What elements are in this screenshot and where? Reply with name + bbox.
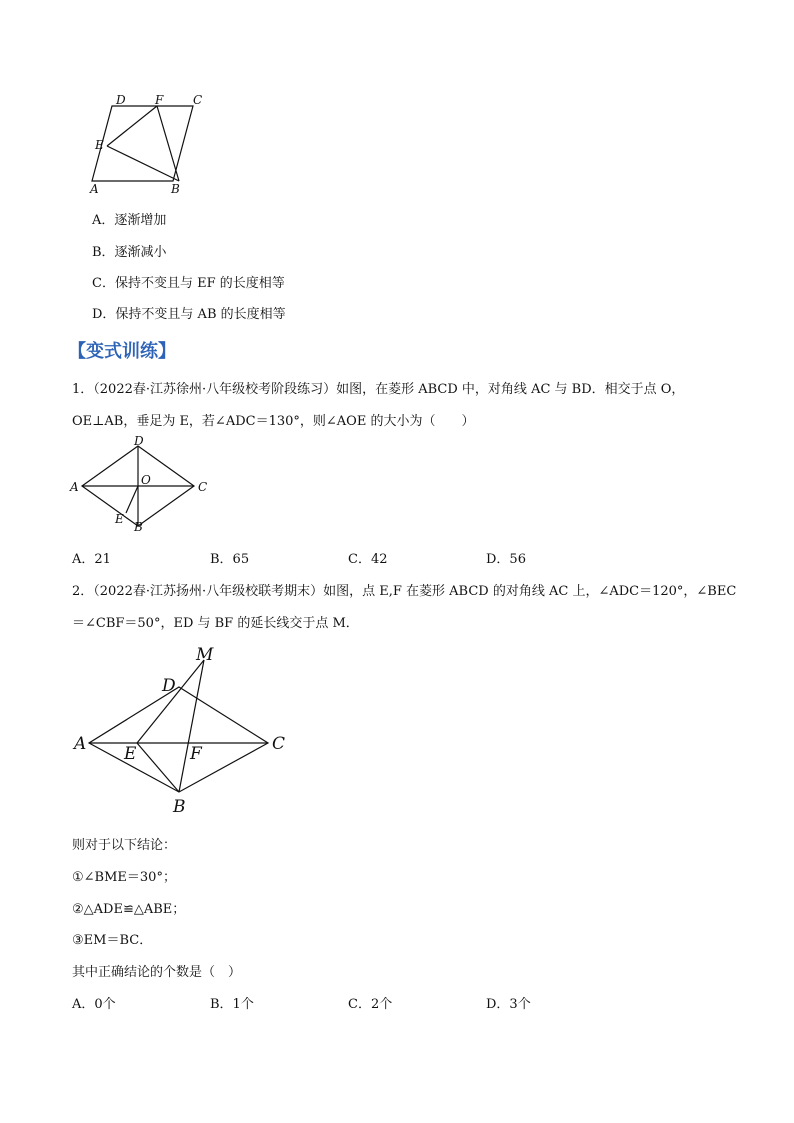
- segment-fb: [157, 106, 179, 181]
- label-a-q1: A: [70, 480, 79, 494]
- figure-parallelogram-efb: [85, 90, 215, 200]
- label-m-q2: M: [196, 645, 214, 665]
- q2-choice-c[interactable]: C．2个: [348, 997, 393, 1012]
- label-b: B: [171, 182, 180, 196]
- q2-conclusion-3: ③EM＝BC．: [72, 933, 153, 948]
- label-d: D: [116, 93, 126, 107]
- label-c-q2: C: [272, 734, 286, 754]
- segment-oe-q1: [126, 486, 138, 513]
- q1-stem-line2: OE⊥AB，垂足为 E，若∠ADC＝130°，则∠AOE 的大小为（ ）: [72, 414, 475, 429]
- segment-eb: [107, 146, 179, 181]
- label-e-q1: E: [115, 512, 124, 526]
- label-f-q2: F: [190, 744, 202, 764]
- q0-option-a[interactable]: A．逐渐增加: [92, 213, 167, 228]
- label-a-q2: A: [74, 734, 87, 754]
- segment-bm-q2: [179, 660, 204, 792]
- q2-question: 其中正确结论的个数是（ ）: [72, 965, 242, 980]
- q2-choice-b[interactable]: B．1个: [210, 997, 254, 1012]
- label-f: F: [155, 93, 164, 107]
- q2-choice-a[interactable]: A．0个: [72, 997, 116, 1012]
- label-e: E: [95, 138, 104, 152]
- q0-option-d[interactable]: D．保持不变且与 AB 的长度相等: [92, 307, 286, 322]
- label-c-q1: C: [198, 480, 208, 494]
- label-a: A: [90, 182, 99, 196]
- label-d-q2: D: [162, 676, 176, 696]
- label-c: C: [193, 93, 203, 107]
- q2-conclusion-1: ①∠BME＝30°；: [72, 870, 176, 885]
- q1-stem-line1: 1．（2022春·江苏徐州·八年级校考阶段练习）如图，在菱形 ABCD 中，对角线 AC 与 BD．相交于点 O，: [72, 382, 685, 397]
- q2-stem-line2: ＝∠CBF＝50°，ED 与 BF 的延长线交于点 M．: [72, 616, 359, 631]
- label-e-q2: E: [124, 744, 137, 764]
- figure-rhombus-q1: [68, 436, 218, 536]
- section-title: 【变式训练】: [68, 341, 176, 362]
- q1-choice-c[interactable]: C．42: [348, 552, 388, 567]
- q1-choice-a[interactable]: A．21: [72, 552, 111, 567]
- figure-rhombus-q2: [68, 640, 298, 820]
- label-b-q2: B: [173, 797, 186, 817]
- segment-eb-q2: [137, 743, 179, 792]
- q0-option-c[interactable]: C．保持不变且与 EF 的长度相等: [92, 276, 285, 291]
- q1-choice-b[interactable]: B．65: [210, 552, 250, 567]
- q0-option-b[interactable]: B．逐渐减小: [92, 245, 167, 260]
- q2-conclusions-intro: 则对于以下结论：: [72, 838, 177, 853]
- q2-stem-line1: 2．（2022春·江苏扬州·八年级校联考期末）如图，点 E,F 在菱形 ABCD 的对角线 AC 上，∠ADC＝120°，∠BEC: [72, 584, 737, 599]
- q2-choice-d[interactable]: D．3个: [486, 997, 531, 1012]
- q2-conclusion-2: ②△ADE≌△ABE；: [72, 902, 186, 917]
- label-d-q1: D: [134, 434, 144, 448]
- label-o-q1: O: [141, 473, 151, 487]
- q1-choice-d[interactable]: D．56: [486, 552, 526, 567]
- label-b-q1: B: [134, 520, 143, 534]
- rhombus-abcd-q2: [89, 687, 268, 792]
- segment-em-q2: [137, 660, 204, 743]
- segment-ef: [107, 106, 157, 146]
